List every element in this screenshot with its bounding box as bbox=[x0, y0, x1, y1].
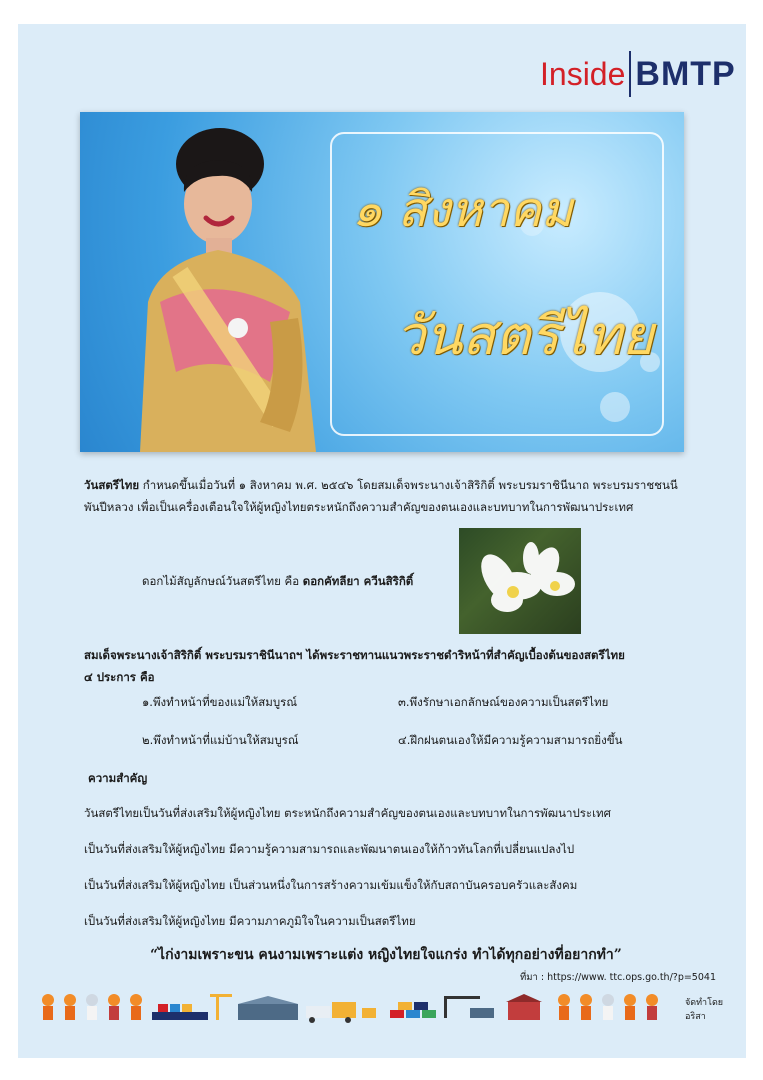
principles-heading bbox=[84, 644, 694, 688]
logo-divider bbox=[629, 51, 631, 97]
principle-item: ๒.พึงทำหน้าที่แม่บ้านให้สมบูรณ์ bbox=[142, 733, 299, 747]
hero-banner bbox=[80, 112, 684, 452]
intro-paragraph bbox=[84, 474, 684, 518]
importance-item: เป็นวันที่ส่งเสริมให้ผู้หญิงไทย มีความภาคภูมิใจในความเป็นสตรีไทย bbox=[84, 914, 416, 928]
source-reference: ที่มา : https://www. ttc.ops.go.th/?p=5041 bbox=[520, 972, 716, 983]
principle-item: ๓.พึงรักษาเอกลักษณ์ของความเป็นสตรีไทย bbox=[398, 695, 609, 709]
closing-quote: “ไก่งามเพราะขน คนงามเพราะแต่ง หญิงไทยใจแกร่ง ทำได้ทุกอย่างที่อยากทำ” bbox=[150, 947, 622, 963]
banner-title-day: วันสตรีไทย bbox=[395, 304, 654, 367]
container-yard bbox=[390, 996, 494, 1018]
importance-item: เป็นวันที่ส่งเสริมให้ผู้หญิงไทย มีความรู้ความสามารถและพัฒนาตนเองให้ก้าวทันโลกที่เปลี่ยนแปลงไป bbox=[84, 842, 575, 856]
credit-name: อริสา bbox=[685, 1012, 706, 1022]
warehouse bbox=[238, 996, 298, 1020]
cattleya-flower-image bbox=[459, 528, 581, 634]
credit-text bbox=[685, 996, 723, 1024]
importance-heading: ความสำคัญ bbox=[88, 771, 148, 785]
intro-line2: พันปีหลวง เพื่อเป็นเครื่องเตือนใจให้ผู้หญิงไทยตระหนักถึงความสำคัญของตนเองและบทบาทในการพัฒนาประเทศ bbox=[84, 500, 634, 514]
trucks bbox=[306, 1002, 376, 1023]
symbol-flower-text bbox=[142, 570, 413, 592]
credit-label: จัดทำโดย bbox=[685, 998, 724, 1008]
principle-item: ๑.พึงทำหน้าที่ของแม่ให้สมบูรณ์ bbox=[142, 695, 297, 709]
logistics-illustration-strip bbox=[40, 990, 680, 1026]
intro-line1: กำหนดขึ้นเมื่อวันที่ ๑ สิงหาคม พ.ศ. ๒๕๔๖ โดยสมเด็จพระนางเจ้าสิริกิติ์ พระบรมราชินีนาถ พระบรมราชชนนี bbox=[139, 478, 678, 492]
intro-lead: วันสตรีไทย bbox=[84, 478, 140, 492]
shop-building bbox=[506, 994, 542, 1020]
banner-title-date: ๑ สิงหาคม bbox=[352, 182, 573, 238]
importance-item: วันสตรีไทยเป็นวันที่ส่งเสริมให้ผู้หญิงไทย ตระหนักถึงความสำคัญของตนเองและบทบาทในการพัฒนาประเทศ bbox=[84, 806, 611, 820]
logo-bmtp-text: BMTP bbox=[635, 54, 736, 93]
symbol-flower-name: ดอกคัทลียา ควีนสิริกิติ์ bbox=[302, 574, 414, 588]
staff-figures-left bbox=[42, 994, 142, 1020]
cargo-ship bbox=[152, 1004, 208, 1020]
principles-heading-line2: ๔ ประการ คือ bbox=[84, 670, 155, 684]
logo-inside-text: Inside bbox=[540, 55, 626, 92]
port-crane bbox=[210, 994, 232, 1020]
symbol-label: ดอกไม้สัญลักษณ์วันสตรีไทย คือ bbox=[142, 574, 303, 588]
staff-figures-right bbox=[558, 994, 658, 1020]
insidebmtp-logo bbox=[540, 48, 736, 100]
importance-item: เป็นวันที่ส่งเสริมให้ผู้หญิงไทย เป็นส่วนหนึ่งในการสร้างความเข้มแข็งให้กับสถาบันครอบครัวและสังคม bbox=[84, 878, 578, 892]
royal-portrait-image bbox=[120, 122, 340, 452]
principles-heading-line1: สมเด็จพระนางเจ้าสิริกิติ์ พระบรมราชินีนาถฯ ได้พระราชทานแนวพระราชดำริหน้าที่สำคัญเบื้องต้นของสตรีไทย bbox=[84, 648, 625, 662]
principle-item: ๔.ฝึกฝนตนเองให้มีความรู้ความสามารถยิ่งขึ้น bbox=[398, 733, 623, 747]
